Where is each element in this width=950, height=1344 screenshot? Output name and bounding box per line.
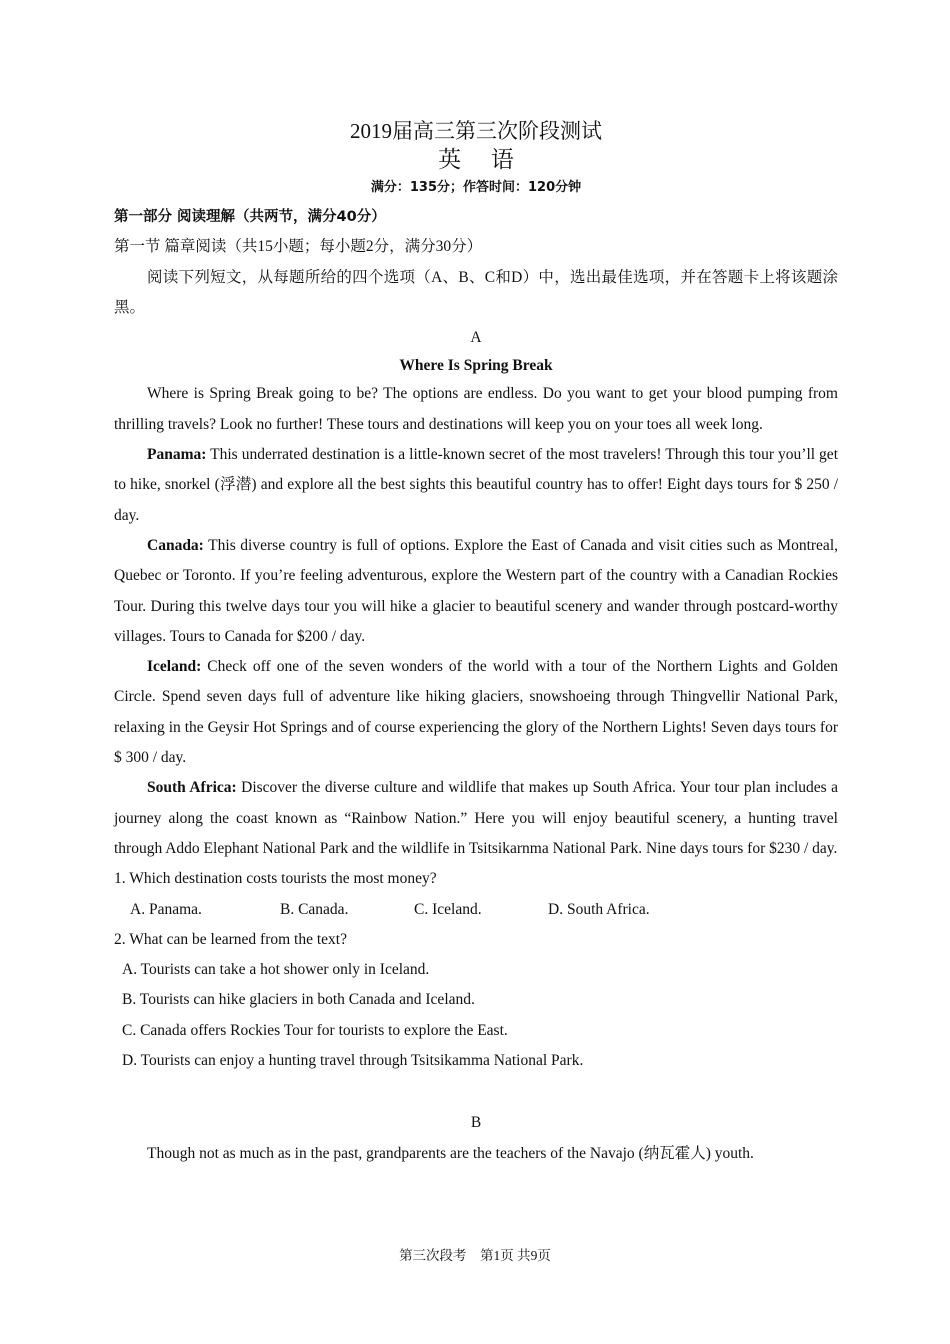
destination-name: Panama: bbox=[147, 446, 207, 464]
passage-a-letter: A bbox=[470, 329, 482, 347]
question-1: 1. Which destination costs tourists the most money? bbox=[114, 870, 437, 888]
option-b: B. Tourists can hike glaciers in both Canada and Iceland. bbox=[122, 991, 475, 1009]
destination-iceland bbox=[114, 652, 838, 773]
destination-south-africa bbox=[114, 773, 838, 864]
instruction-text: 阅读下列短文，从每题所给的四个选项（A、B、C和D）中，选出最佳选项，并在答题卡上将该题涂黑。 bbox=[114, 268, 838, 316]
spacer bbox=[114, 1076, 838, 1108]
option-c: C. Canada offers Rockies Tour for tourists to explore the East. bbox=[122, 1021, 508, 1039]
passage-a-title: Where Is Spring Break bbox=[399, 357, 553, 375]
destination-text: This underrated destination is a little-known secret of the most travelers! Through this tour you’ll get to hike, snorkel (浮潜) and explore all the best sights this beautiful country has to offer! Eight days tours for $ 250 / day. bbox=[114, 446, 838, 524]
exam-title: 2019届高三第三次阶段测试 bbox=[350, 119, 602, 143]
passage-b-letter: B bbox=[470, 1114, 482, 1132]
destination-name: South Africa: bbox=[147, 779, 237, 797]
section-heading: 第一节 篇章阅读（共15小题；每小题2分，满分30分） bbox=[114, 238, 483, 256]
destination-canada bbox=[114, 531, 838, 652]
exam-page bbox=[114, 116, 838, 1169]
option-c: C. Iceland. bbox=[414, 900, 482, 918]
exam-meta: 满分：135分；作答时间：120分钟 bbox=[370, 180, 582, 195]
passage-a-intro: Where is Spring Break going to be? The options are endless. Do you want to get your blood pumping from thrilling travels? Look no further! These tours and destinations will keep you on your toes all week long. bbox=[114, 385, 838, 433]
destination-text: Check off one of the seven wonders of the world with a tour of the Northern Lights and Golden Circle. Spend seven days full of adventure like hiking glaciers, snowshoeing through Thingvellir National Park, relaxing in the Geysir Hot Springs and of course experiencing the glory of the Northern Lights! Seven days tours for $ 300 / day. bbox=[114, 658, 838, 767]
passage-b-first-line: Though not as much as in the past, grandparents are the teachers of the Navajo (纳瓦霍人) youth. bbox=[147, 1144, 754, 1162]
destination-text: This diverse country is full of options. Explore the East of Canada and visit cities such as Montreal, Quebec or Toronto. If you’re feeling adventurous, explore the Western part of the country with a Canadian Rockies Tour. During this twelve days tour you will hike a glacier to beautiful scenery and wander through postcard-worthy villages. Tours to Canada for $200 / day. bbox=[114, 536, 838, 645]
destination-name: Iceland: bbox=[147, 658, 202, 676]
part-heading: 第一部分 阅读理解（共两节，满分40分） bbox=[114, 209, 386, 225]
option-b: B. Canada. bbox=[280, 900, 349, 918]
exam-subject: 英 语 bbox=[438, 147, 526, 172]
option-d: D. Tourists can enjoy a hunting travel through Tsitsikamma National Park. bbox=[122, 1052, 584, 1070]
page-footer: 第三次段考 第1页 共9页 bbox=[399, 1248, 551, 1263]
option-d: D. South Africa. bbox=[548, 900, 650, 918]
option-a: A. Tourists can take a hot shower only in Iceland. bbox=[122, 961, 430, 979]
option-a: A. Panama. bbox=[130, 900, 202, 918]
destination-name: Canada: bbox=[147, 536, 204, 554]
destination-text: Discover the diverse culture and wildlife that makes up South Africa. Your tour plan includes a journey along the coast known as “Rainbow Nation.” Here you will enjoy beautiful scenery, a hunting travel through Addo Elephant National Park and the wildlife in Tsitsikarnma National Park. Nine days tours for $230 / day. bbox=[114, 779, 838, 857]
question-2: 2. What can be learned from the text? bbox=[114, 930, 347, 948]
question-1-options bbox=[114, 895, 838, 925]
destination-panama bbox=[114, 440, 838, 531]
